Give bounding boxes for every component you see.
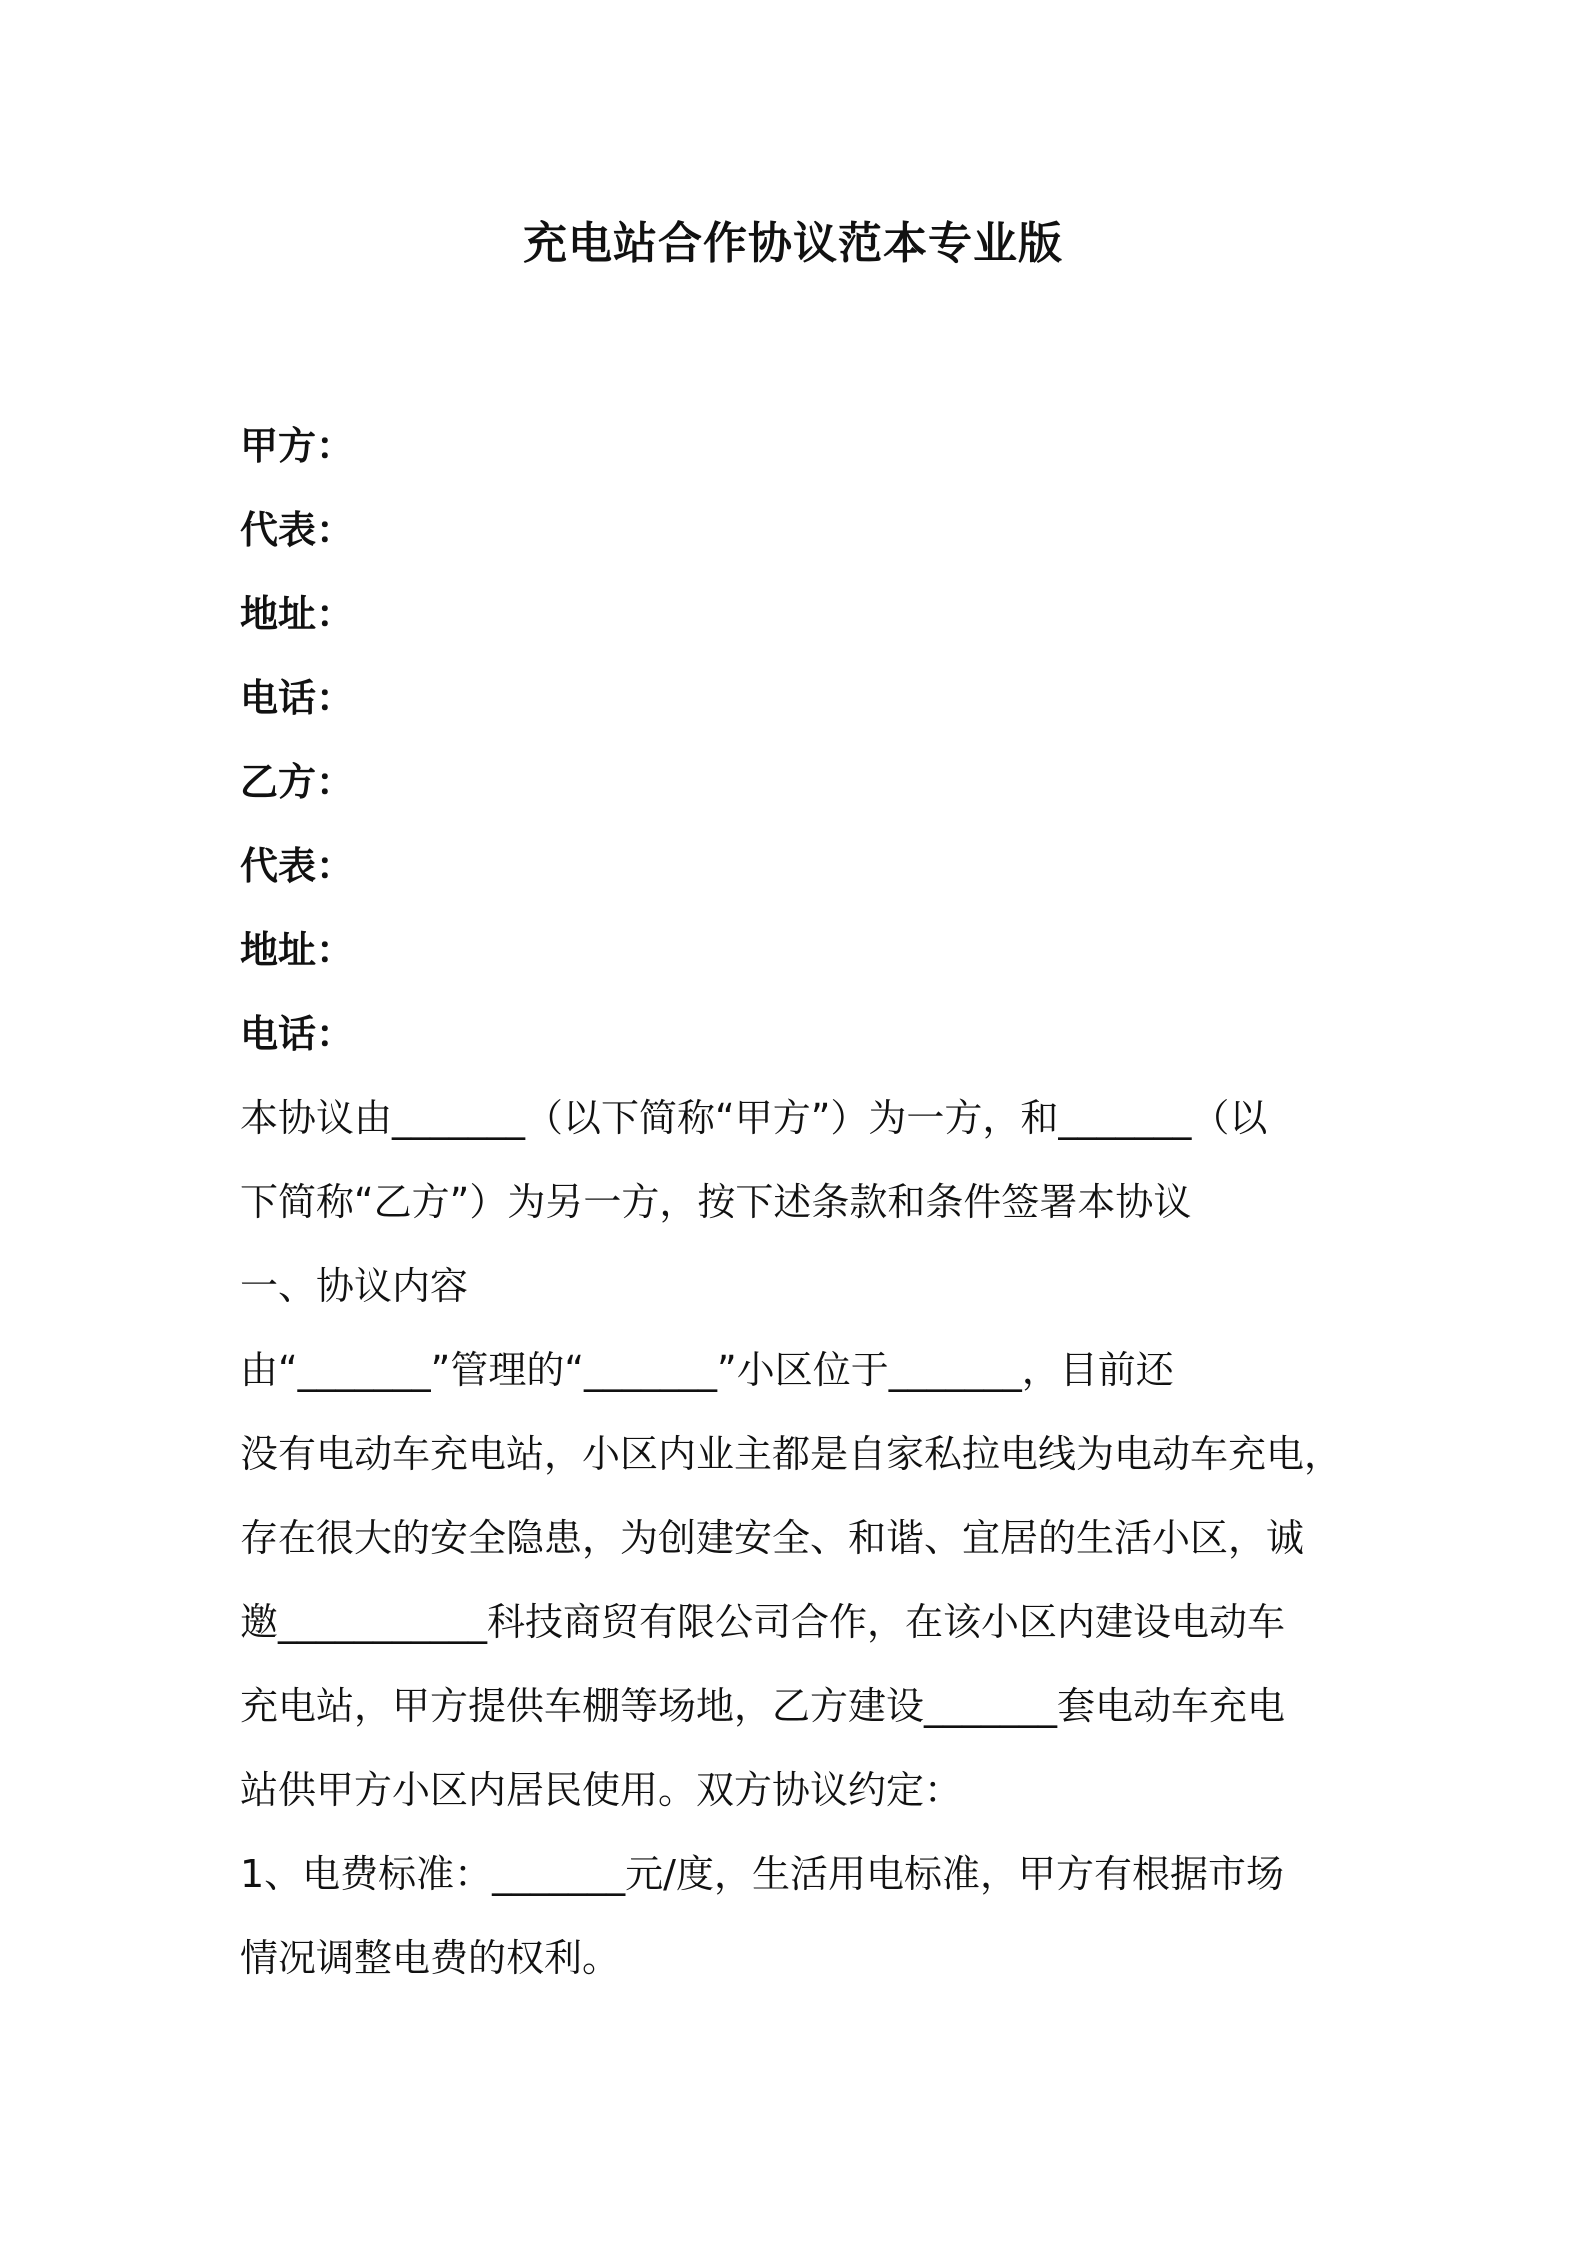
section-1-para-line: 邀___________科技商贸有限公司合作，在该小区内建设电动车 bbox=[240, 1600, 1286, 1644]
intro-line-1: 本协议由_______（以下简称“甲方”）为一方，和_______（以 bbox=[240, 1096, 1268, 1140]
section-1-para-line: 没有电动车充电站，小区内业主都是自家私拉电线为电动车充电， bbox=[240, 1432, 1343, 1476]
section-1-para-line: 站供甲方小区内居民使用。双方协议约定： bbox=[240, 1768, 963, 1812]
item-1-line: 1、电费标准：_______元/度，生活用电标准，甲方有根据市场 bbox=[240, 1852, 1284, 1896]
party-a-label: 甲方： bbox=[240, 424, 355, 468]
party-a-address-label: 地址： bbox=[240, 592, 355, 636]
item-1-line: 情况调整电费的权利。 bbox=[240, 1936, 621, 1980]
party-b-phone-label: 电话： bbox=[240, 1012, 355, 1056]
section-1-para-line: 由“_______”管理的“_______”小区位于_______，目前还 bbox=[240, 1348, 1174, 1392]
party-b-address-label: 地址： bbox=[240, 928, 355, 972]
party-a-rep-label: 代表： bbox=[240, 508, 355, 552]
section-1-heading: 一、协议内容 bbox=[240, 1264, 469, 1308]
document-title: 充电站合作协议范本专业版 bbox=[523, 218, 1063, 269]
party-a-phone-label: 电话： bbox=[240, 676, 355, 720]
section-1-para-line: 充电站，甲方提供车棚等场地，乙方建设_______套电动车充电 bbox=[240, 1684, 1286, 1728]
party-b-label: 乙方： bbox=[240, 760, 355, 804]
section-1-para-line: 存在很大的安全隐患，为创建安全、和谐、宜居的生活小区，诚 bbox=[240, 1516, 1305, 1560]
party-b-rep-label: 代表： bbox=[240, 844, 355, 888]
intro-line-2: 下简称“乙方”）为另一方，按下述条款和条件签署本协议 bbox=[240, 1180, 1192, 1224]
